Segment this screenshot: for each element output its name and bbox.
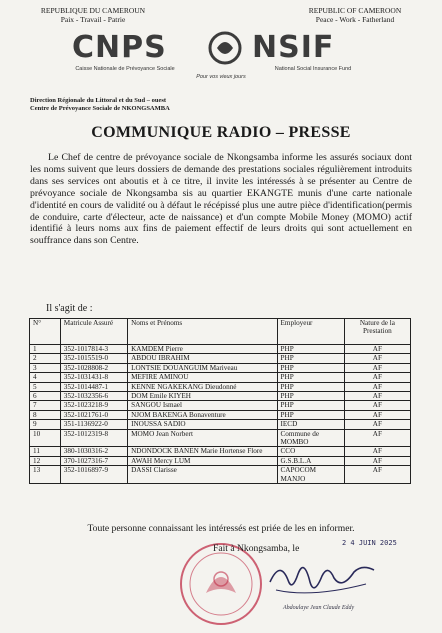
table-row <box>30 456 411 465</box>
table-cell: PHP <box>277 354 344 363</box>
page-title: COMMUNIQUE RADIO – PRESSE <box>91 124 351 141</box>
logo-tagline: Pour vos vieux jours <box>196 74 246 80</box>
table-cell: 380-1030316-2 <box>60 447 127 456</box>
table-cell: SANGOU Ismael <box>128 401 277 410</box>
table-cell: 4 <box>30 373 61 382</box>
table-cell: 13 <box>30 466 61 484</box>
table-cell: NJOM BAKENGA Bonaventure <box>128 410 277 419</box>
table-cell: PHP <box>277 392 344 401</box>
header-cell: Noms et Prénoms <box>128 319 277 345</box>
table-cell: PHP <box>277 410 344 419</box>
table-cell: 352-1016897-9 <box>60 466 127 484</box>
table-row <box>30 401 411 410</box>
table-row <box>30 373 411 382</box>
header-cell: Nature de la Prestation <box>344 319 410 345</box>
table-cell: 2 <box>30 354 61 363</box>
table-cell: 352-1012319-8 <box>60 429 127 447</box>
table-cell: 352-1023218-9 <box>60 401 127 410</box>
table-cell: AF <box>344 345 410 354</box>
table-cell: 352-1031431-8 <box>60 373 127 382</box>
footer-note: Toute personne connaissant les intéressés est priée de les en informer. <box>87 523 355 534</box>
table-row <box>30 392 411 401</box>
table-cell: PHP <box>277 382 344 391</box>
table-cell: DOM Emile KIYEH <box>128 392 277 401</box>
header-left <box>18 6 168 24</box>
table-cell: INOUSSA SADIO <box>128 420 277 429</box>
table-cell: DASSI Clarisse <box>128 466 277 484</box>
table-cell: AF <box>344 373 410 382</box>
table-cell: 370-1027316-7 <box>60 456 127 465</box>
table-cell: AWAH Mercy LUM <box>128 456 277 465</box>
table-cell: PHP <box>277 401 344 410</box>
table-cell: MEFIRE AMINOU <box>128 373 277 382</box>
table-cell: AF <box>344 382 410 391</box>
logo-right-sub: National Social Insurance Fund <box>274 66 352 72</box>
table-cell: ABDOU IBRAHIM <box>128 354 277 363</box>
table-cell: 11 <box>30 447 61 456</box>
table-cell: AF <box>344 466 410 484</box>
table-cell: 10 <box>30 429 61 447</box>
table-cell: PHP <box>277 363 344 372</box>
table-cell: AF <box>344 420 410 429</box>
table-cell: AF <box>344 410 410 419</box>
table-cell: 352-1028808-2 <box>60 363 127 372</box>
direction-block <box>30 97 170 113</box>
table-cell: 352-1017814-3 <box>60 345 127 354</box>
table-row <box>30 410 411 419</box>
table-row <box>30 354 411 363</box>
logo-right-word: NSIF <box>252 30 335 65</box>
table-cell: CCO <box>277 447 344 456</box>
fait-line: Fait à Nkongsamba, le <box>213 543 300 554</box>
table-cell: 351-1136922-0 <box>60 420 127 429</box>
table-row <box>30 420 411 429</box>
table-cell: NDONDOCK BANEN Marie Hortense Flore <box>128 447 277 456</box>
motto-en: Peace - Work - Fatherland <box>315 15 395 24</box>
table-cell: 5 <box>30 382 61 391</box>
table-cell: 9 <box>30 420 61 429</box>
table-cell: AF <box>344 363 410 372</box>
table-cell: KAMDEM Pierre <box>128 345 277 354</box>
logo-emblem-icon <box>208 30 242 66</box>
table-row <box>30 382 411 391</box>
table-cell: 352-1014487-1 <box>60 382 127 391</box>
body-paragraph: Le Chef de centre de prévoyance sociale de Nkongsamba informe les assurés sociaux dont les noms suivent que leurs dossiers de demande des prestations sociales régulièrement introduits dans ses services ont aboutis et à ce titre, il invite les intéressés à se présenter au Centre de prévoyance sociale de Nkongsamba sis au quartier EKANGTE munis d'une carte nationale d'identité en cours de validité ou à défaut le récépissé plus une autre pièce d'identification(permis de conduire, carte d'électeur, acte de naissance) et d'un compte Mobile Money (MOMO) actif identifié à leurs noms aux fins de paiement effectif de leurs droits qui sont actuellement en souffrance dans son Centre. <box>30 152 412 247</box>
motto-fr: Paix - Travail - Patrie <box>60 15 126 24</box>
table-row <box>30 429 411 447</box>
table-cell: PHP <box>277 373 344 382</box>
republic-fr: REPUBLIQUE DU CAMEROUN <box>40 6 146 15</box>
table-cell: AF <box>344 429 410 447</box>
header-cell: Employeur <box>277 319 344 345</box>
cnps-logo <box>58 30 383 84</box>
table-cell: AF <box>344 392 410 401</box>
direction-line: Direction Régionale du Littoral et du Sud – ouest <box>30 97 167 104</box>
table-cell: AF <box>344 354 410 363</box>
table-cell: 352-1015519-0 <box>60 354 127 363</box>
date-stamp: 2 4 JUIN 2025 <box>342 539 397 547</box>
table-cell: LONTSIE DOUANGUIM Mariveau <box>128 363 277 372</box>
table-cell: 3 <box>30 363 61 372</box>
table-cell: AF <box>344 447 410 456</box>
beneficiaries-table <box>29 318 411 484</box>
table-cell: AF <box>344 401 410 410</box>
logo-left-sub: Caisse Nationale de Prévoyance Sociale <box>75 66 175 72</box>
table-cell: CAPOCOM MANJO <box>277 466 344 484</box>
table-cell: 352-1032356-6 <box>60 392 127 401</box>
table-cell: 352-1021761-0 <box>60 410 127 419</box>
table-cell: 7 <box>30 401 61 410</box>
table-row <box>30 466 411 484</box>
republic-en: REPUBLIC OF CAMEROON <box>308 6 402 15</box>
table-row <box>30 447 411 456</box>
table-cell: 12 <box>30 456 61 465</box>
header-cell: N° <box>30 319 61 345</box>
table-cell: AF <box>344 456 410 465</box>
table-cell: IECD <box>277 420 344 429</box>
table-row <box>30 345 411 354</box>
signatory-name: Abdoulaye Jean Claude Eddy <box>283 605 355 611</box>
signature-icon <box>262 552 382 607</box>
table-cell: 8 <box>30 410 61 419</box>
logo-left-word: CNPS <box>72 30 167 65</box>
table-row <box>30 363 411 372</box>
header-right <box>280 6 430 24</box>
table-cell: 1 <box>30 345 61 354</box>
table-cell: G.S.B.L.A <box>277 456 344 465</box>
table-cell: KENNE NGAKEKANG Dieudonné <box>128 382 277 391</box>
table-cell: MOMO Jean Norbert <box>128 429 277 447</box>
table-cell: PHP <box>277 345 344 354</box>
header-cell: Matricule Assuré <box>60 319 127 345</box>
table-header-row <box>30 319 411 345</box>
intro-text: Il s'agit de : <box>46 303 93 314</box>
centre-line: Centre de Prévoyance Sociale de NKONGSAMBA <box>30 105 170 112</box>
table-cell: Commune de MOMBO <box>277 429 344 447</box>
table-cell: 6 <box>30 392 61 401</box>
